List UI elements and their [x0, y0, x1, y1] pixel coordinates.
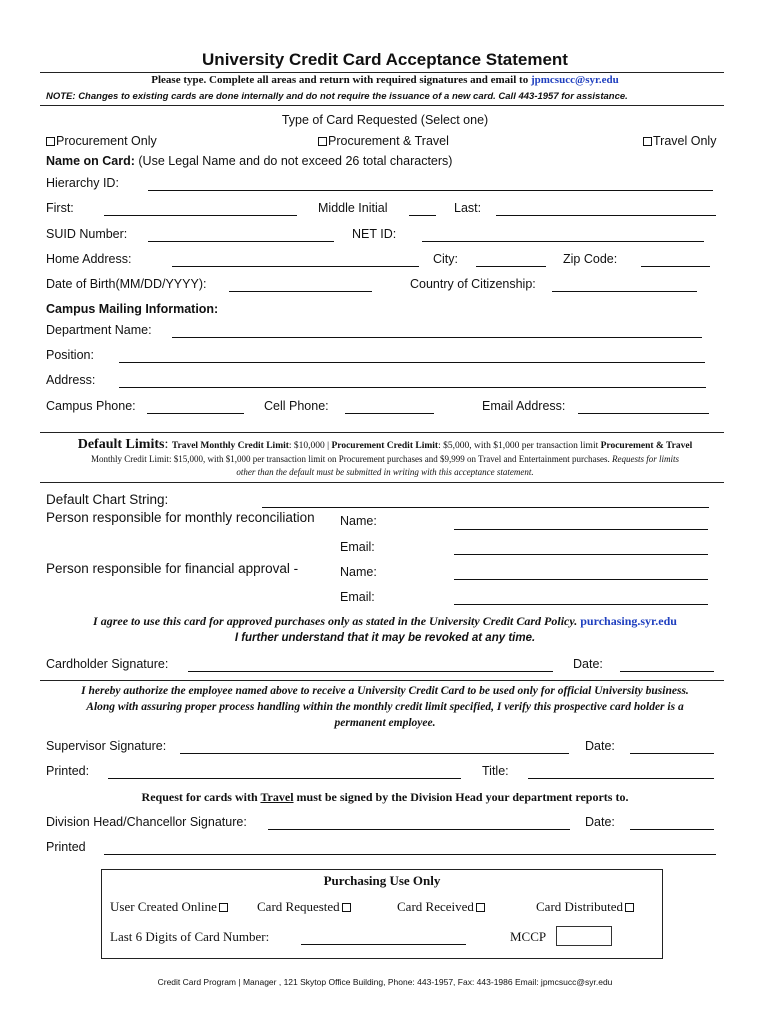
- net-id-label: NET ID:: [352, 227, 397, 241]
- limits-line-3: other than the default must be submitted in writing with this acceptance statement.: [236, 467, 534, 477]
- department-label: Department Name:: [46, 323, 152, 337]
- citizenship-field[interactable]: [552, 290, 697, 292]
- monthly-reconciliation-label: Person responsible for monthly reconciliation: [46, 510, 315, 525]
- checkbox-card-distributed[interactable]: [625, 903, 634, 912]
- campus-address-field[interactable]: [119, 386, 706, 388]
- supervisor-signature-label: Supervisor Signature:: [46, 739, 167, 753]
- reconciliation-email-label: Email:: [340, 540, 375, 554]
- department-field[interactable]: [172, 336, 702, 338]
- card-distributed[interactable]: Card Distributed: [536, 899, 635, 915]
- division-date-field[interactable]: [630, 828, 714, 830]
- division-date-label: Date:: [585, 815, 615, 829]
- campus-phone-field[interactable]: [147, 412, 244, 414]
- instructions: [0, 74, 770, 86]
- citizenship-label: Country of Citizenship:: [410, 277, 536, 291]
- approval-name-label: Name:: [340, 565, 377, 579]
- suid-field[interactable]: [148, 240, 334, 242]
- campus-address-label: Address:: [46, 373, 96, 387]
- option-procurement-only[interactable]: Procurement Only: [46, 134, 157, 148]
- authorization-line-3: permanent employee.: [334, 717, 436, 729]
- cell-phone-field[interactable]: [345, 412, 434, 414]
- limits-top-divider: [40, 432, 724, 433]
- position-field[interactable]: [119, 361, 705, 363]
- cell-phone-label: Cell Phone:: [264, 399, 329, 413]
- division-signature-field[interactable]: [268, 828, 570, 830]
- zip-field[interactable]: [641, 265, 710, 267]
- first-name-field[interactable]: [104, 214, 297, 216]
- authorization-line-1: I hereby authorize the employee named above to receive a University Credit Card to be used only for official University business.: [81, 685, 689, 697]
- position-label: Position:: [46, 348, 94, 362]
- net-id-field[interactable]: [422, 240, 704, 242]
- financial-approval-label: Person responsible for financial approval -: [46, 561, 299, 576]
- cardholder-date-field[interactable]: [620, 670, 714, 672]
- reconciliation-name-label: Name:: [340, 514, 377, 528]
- last-name-field[interactable]: [496, 214, 716, 216]
- division-signature-label: Division Head/Chancellor Signature:: [46, 815, 247, 829]
- middle-initial-label: Middle Initial: [318, 201, 388, 215]
- note-divider: [40, 105, 724, 106]
- first-name-label: First:: [46, 201, 74, 215]
- suid-label: SUID Number:: [46, 227, 128, 241]
- supervisor-title-field[interactable]: [528, 777, 714, 779]
- default-chart-string-label: Default Chart String:: [46, 492, 169, 507]
- campus-phone-label: Campus Phone:: [46, 399, 136, 413]
- instructions-note: NOTE: Changes to existing cards are done internally and do not require the issuance of a new card. Call 443-1957 for assistance.: [46, 91, 628, 102]
- checkbox-user-created[interactable]: [219, 903, 228, 912]
- footer: Credit Card Program | Manager , 121 Skytop Office Building, Phone: 443-1957, Fax: 443-1986 Email: jpmcsucc@syr.edu: [157, 977, 613, 987]
- checkbox-card-requested[interactable]: [342, 903, 351, 912]
- dob-field[interactable]: [229, 290, 372, 292]
- cardholder-signature-label: Cardholder Signature:: [46, 657, 169, 671]
- title-divider: [40, 72, 724, 73]
- card-requested[interactable]: Card Requested: [257, 899, 352, 915]
- home-address-field[interactable]: [172, 265, 419, 267]
- card-received[interactable]: Card Received: [397, 899, 486, 915]
- purchasing-use-heading: Purchasing Use Only: [323, 873, 441, 888]
- supervisor-signature-field[interactable]: [180, 752, 569, 754]
- signature-divider: [40, 680, 724, 681]
- cardholder-date-label: Date:: [573, 657, 603, 671]
- supervisor-printed-label: Printed:: [46, 764, 90, 778]
- option-travel-only[interactable]: Travel Only: [643, 134, 716, 148]
- cardholder-signature-field[interactable]: [188, 670, 553, 672]
- purchasing-link[interactable]: purchasing.syr.edu: [580, 614, 677, 628]
- supervisor-title-label: Title:: [482, 764, 509, 778]
- campus-email-field[interactable]: [578, 412, 709, 414]
- agreement-line-2: I further understand that it may be revoked at any time.: [234, 632, 536, 644]
- reconciliation-email-field[interactable]: [454, 553, 708, 555]
- limits-bottom-divider: [40, 482, 724, 483]
- checkbox-travel-only[interactable]: [643, 137, 652, 146]
- approval-email-label: Email:: [340, 590, 375, 604]
- checkbox-card-received[interactable]: [476, 903, 485, 912]
- card-type-heading: Type of Card Requested (Select one): [281, 113, 489, 127]
- limits-line-2: Monthly Credit Limit: $15,000, with $1,000 per transaction limit on Procurement purchases and $9,999 on Travel and Entertainment purchases. Requests for limits: [91, 454, 679, 464]
- campus-email-label: Email Address:: [482, 399, 566, 413]
- page-title: University Credit Card Acceptance Statement: [202, 50, 568, 69]
- zip-label: Zip Code:: [563, 252, 618, 266]
- supervisor-date-field[interactable]: [630, 752, 714, 754]
- option-procurement-travel[interactable]: Procurement & Travel: [318, 134, 449, 148]
- mccp-label: MCCP: [510, 929, 547, 944]
- city-label: City:: [433, 252, 458, 266]
- authorization-line-2: Along with assuring proper process handling within the monthly credit limit specified, I verify this prospective card holder is a: [86, 701, 684, 713]
- dob-label: Date of Birth(MM/DD/YYYY):: [46, 277, 207, 291]
- home-address-label: Home Address:: [46, 252, 132, 266]
- campus-heading: Campus Mailing Information:: [46, 302, 219, 316]
- supervisor-printed-field[interactable]: [108, 777, 461, 779]
- travel-request-note: Request for cards with Travel must be signed by the Division Head your department reports to.: [141, 790, 629, 804]
- hierarchy-id-label: Hierarchy ID:: [46, 176, 119, 190]
- contact-email-link[interactable]: jpmcsucc@syr.edu: [530, 74, 619, 86]
- mccp-field[interactable]: [556, 926, 612, 946]
- default-chart-string-field[interactable]: [262, 506, 709, 508]
- last-6-digits-field[interactable]: [301, 943, 466, 945]
- division-printed-field[interactable]: [104, 853, 716, 855]
- instructions-text: Please type. Complete all areas and return with required signatures and email to: [151, 74, 531, 86]
- city-field[interactable]: [476, 265, 546, 267]
- last-6-digits-label: Last 6 Digits of Card Number:: [110, 929, 270, 944]
- supervisor-date-label: Date:: [585, 739, 615, 753]
- agreement-line-1: I agree to use this card for approved purchases only as stated in the University Credit Card Policy. purchasing.syr.edu: [93, 614, 677, 628]
- checkbox-procurement-only[interactable]: [46, 137, 55, 146]
- reconciliation-name-field[interactable]: [454, 528, 708, 530]
- checkbox-procurement-travel[interactable]: [318, 137, 327, 146]
- limits-line-1: Default Limits: Travel Monthly Credit Limit: $10,000 | Procurement Credit Limit: $5,000, with $1,000 per transaction limit Procurement & Travel: [77, 437, 693, 452]
- approval-email-field[interactable]: [454, 603, 708, 605]
- user-created-online[interactable]: User Created Online: [110, 899, 229, 915]
- last-name-label: Last:: [454, 201, 482, 215]
- approval-name-field[interactable]: [454, 578, 708, 580]
- name-on-card: Name on Card: (Use Legal Name and do not exceed 26 total characters): [46, 154, 453, 168]
- division-printed-label: Printed: [46, 840, 86, 854]
- middle-initial-field[interactable]: [409, 214, 436, 216]
- hierarchy-id-field[interactable]: [148, 189, 713, 191]
